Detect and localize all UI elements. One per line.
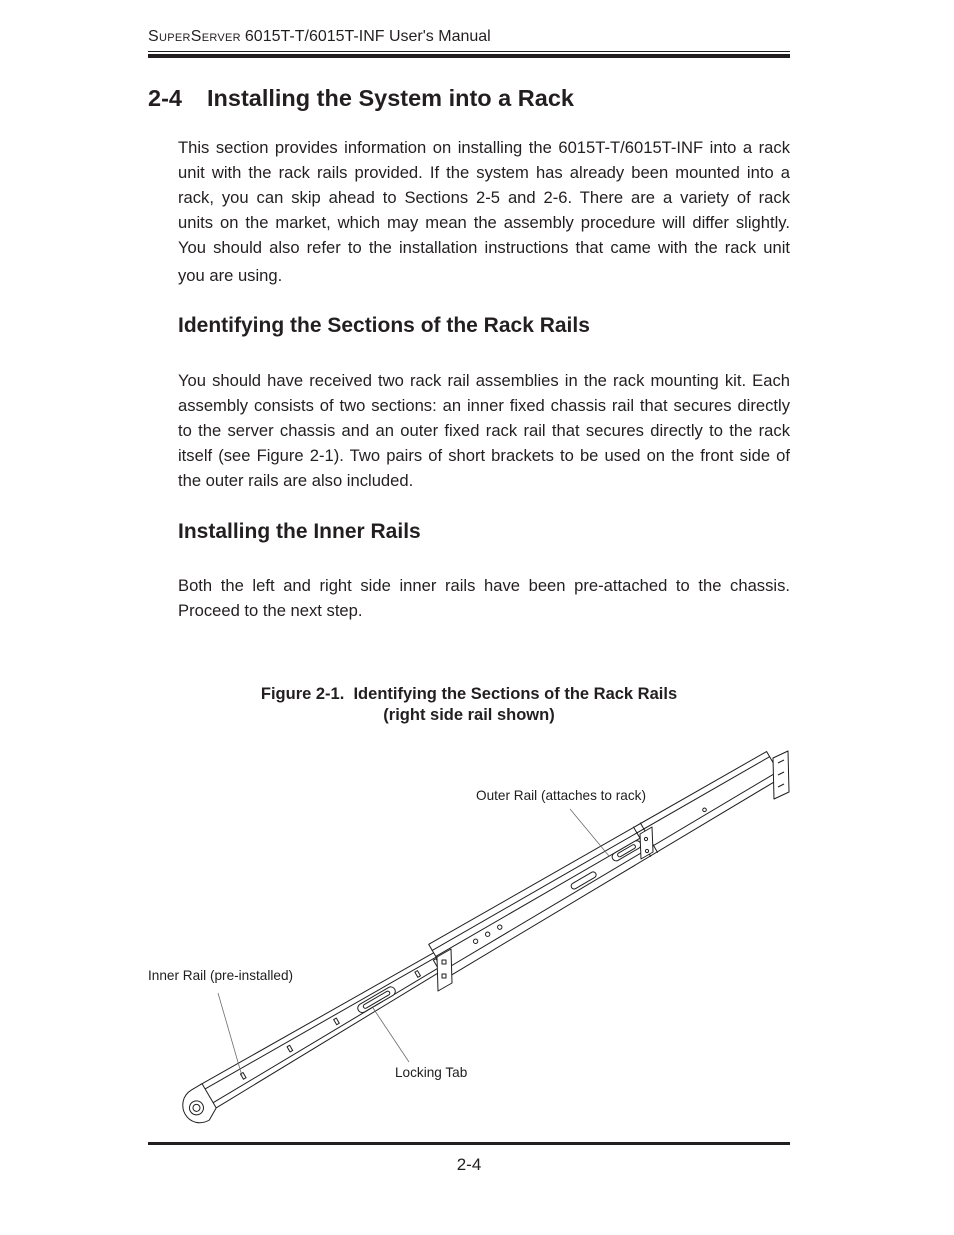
inner-rail-label: Inner Rail (pre-installed) (148, 968, 294, 983)
outer-rail (429, 748, 784, 977)
outer-rail-leader-line (570, 809, 609, 856)
rear-bracket-plate (773, 751, 789, 799)
paragraph-line: You should have received two rack rail assemblies in the rack mounting kit. Each (178, 370, 790, 390)
paragraph-line: Proceed to the next step. (178, 600, 363, 620)
locking-tab-leader-line (373, 1008, 409, 1062)
figure-caption: Figure 2-1. Identifying the Sections of the Rack Rails (260, 684, 678, 703)
section-number: 2-4 (148, 85, 182, 111)
subheading-identifying-rails: Identifying the Sections of the Rack Rails (178, 314, 590, 337)
rear-bracket (773, 751, 789, 799)
subheading-inner-rails: Installing the Inner Rails (178, 520, 421, 543)
locking-tab-label: Locking Tab (395, 1065, 468, 1080)
paragraph-line: you are using. (178, 265, 283, 285)
identifying-rails-paragraph (178, 368, 790, 493)
paragraph-line: unit with the rack rails provided. If the system has already been mounted into a (178, 162, 790, 182)
section-title: Installing the System into a Rack (207, 85, 574, 111)
outer-rail-body (429, 748, 784, 977)
paragraph-line: units on the market, which may mean the assembly procedure will differ slightly. (178, 212, 790, 232)
inner-rails-paragraph (178, 573, 790, 623)
paragraph-line: the outer rails are also included. (178, 470, 414, 490)
paragraph-line: This section provides information on installing the 6015T-T/6015T-INF into a rack (178, 137, 790, 157)
inner-rail-leader-line (218, 993, 242, 1076)
rack-rail-illustration (140, 740, 810, 1140)
figure-caption-subtitle: (right side rail shown) (383, 705, 555, 724)
front-bracket (437, 949, 452, 991)
paragraph-line: Both the left and right side inner rails have been pre-attached to the chassis. (178, 575, 790, 595)
front-bracket-plate (437, 949, 452, 991)
intro-paragraph (178, 135, 790, 288)
middle-bracket-hole (645, 849, 648, 852)
header-rule-thick (148, 54, 790, 58)
front-bracket-hole (442, 974, 446, 978)
inner-rail-body (200, 939, 463, 1108)
header-title-rest: 6015T-T/6015T-INF User's Manual (244, 28, 491, 45)
paragraph-line: You should also refer to the installation instructions that came with the rack unit (178, 237, 790, 257)
header-rule-thin (148, 51, 790, 52)
footer-rule (148, 1142, 790, 1145)
front-bracket-hole (442, 960, 446, 964)
rail-assembly (173, 748, 785, 1129)
running-header (148, 27, 491, 47)
paragraph-line: assembly consists of two sections: an inner fixed chassis rail that secures directly (178, 395, 790, 415)
paragraph-line: itself (see Figure 2-1). Two pairs of short brackets to be used on the front side of (178, 445, 790, 465)
middle-bracket-hole (644, 837, 647, 840)
leader-lines (218, 809, 609, 1076)
paragraph-line: to the server chassis and an outer fixed rack rail that secures directly to the rack (178, 420, 790, 440)
paragraph-line: rack, you can skip ahead to Sections 2-5 and 2-6. There are a variety of rack (178, 187, 790, 207)
outer-rail-label: Outer Rail (attaches to rack) (476, 788, 646, 803)
header-brand: SuperServer (148, 28, 241, 45)
page-number: 2-4 (456, 1155, 482, 1174)
